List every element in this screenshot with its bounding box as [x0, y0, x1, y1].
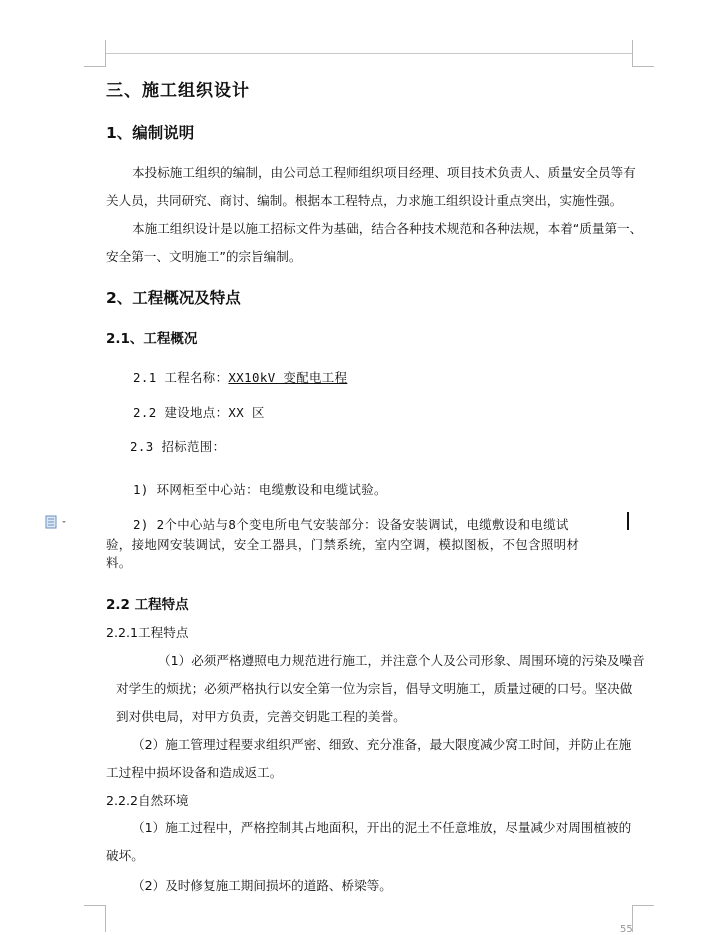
paragraph-line: 安全第一、文明施工”的宗旨编制。	[106, 249, 302, 264]
crop-mark-top-left-h	[84, 66, 106, 67]
paragraph-line: （1）必须严格遵照电力规范进行施工，并注意个人及公司形象、周围环境的污染及噪音	[158, 653, 645, 668]
scope-item-2-line2: 验，接地网安装调试，安全工器具，门禁系统，室内空调，模拟图板，不包含照明材	[106, 537, 580, 552]
paragraph-line: 工过程中损坏设备和造成返工。	[106, 765, 283, 780]
paragraph-line: 本投标施工组织的编制，由公司总工程师组织项目经理、项目技术负责人、质量安全员等有	[132, 165, 636, 180]
paragraph-line: 关人员，共同研究、商讨、编制。根据本工程特点，力求施工组织设计重点突出，实施性强。	[106, 193, 623, 208]
crop-mark-bottom-left-v	[105, 905, 106, 932]
crop-mark-bottom-right-h	[632, 905, 654, 906]
paragraph-line: 到对供电局，对甲方负责，完善交钥匙工程的美誉。	[116, 709, 406, 724]
scope-item-2-line1: 2) 2个中心站与8个变电所电气安装部分：设备安装调试，电缆敷设和电缆试	[133, 517, 569, 532]
paragraph-line: （2）施工管理过程要求组织严密、细致、充分准备，最大限度减少窝工时间，并防止在施	[132, 737, 632, 752]
project-name-value: XX10kV 变配电工程	[228, 370, 348, 385]
paragraph-line: 本施工组织设计是以施工招标文件为基础，结合各种技术规范和各种法规，本着“质量第一、	[132, 221, 643, 236]
paragraph-line: 对学生的烦扰；必须严格执行以安全第一位为宗旨，倡导文明施工，质量过硬的口号。坚决做	[116, 681, 633, 696]
scope-item-2-line3: 料。	[106, 555, 132, 570]
project-name-line	[133, 368, 347, 386]
scope-label: 2.3 招标范围：	[130, 439, 226, 454]
text-cursor	[627, 512, 629, 530]
page-number: 55	[620, 924, 633, 935]
crop-mark-top-right-v	[632, 40, 633, 67]
crop-mark-bottom-left-h	[84, 905, 106, 906]
document-comment-icon[interactable]	[45, 515, 71, 529]
paragraph-line: 破坏。	[106, 848, 144, 863]
heading-2-2: 2.2 工程特点	[106, 597, 189, 613]
header-line	[106, 53, 632, 54]
heading-2: 2、工程概况及特点	[106, 289, 241, 307]
heading-1: 1、编制说明	[106, 124, 195, 142]
section-title: 三、施工组织设计	[106, 81, 250, 101]
paragraph-line: （1）施工过程中，严格控制其占地面积，开出的泥土不任意堆放，尽量减少对周围植被的	[132, 820, 632, 835]
heading-2-2-2: 2.2.2自然环境	[106, 793, 189, 808]
paragraph-line: （2）及时修复施工期间损坏的道路、桥梁等。	[132, 878, 392, 893]
heading-2-2-1: 2.2.1工程特点	[106, 625, 189, 640]
scope-item-1: 1) 环网柜至中心站：电缆敷设和电缆试验。	[133, 482, 387, 497]
project-location: 2.2 建设地点：XX 区	[133, 405, 265, 420]
heading-2-1: 2.1、工程概况	[106, 331, 198, 347]
crop-mark-top-right-h	[632, 66, 654, 67]
project-name-label: 2.1 工程名称：	[133, 370, 229, 385]
